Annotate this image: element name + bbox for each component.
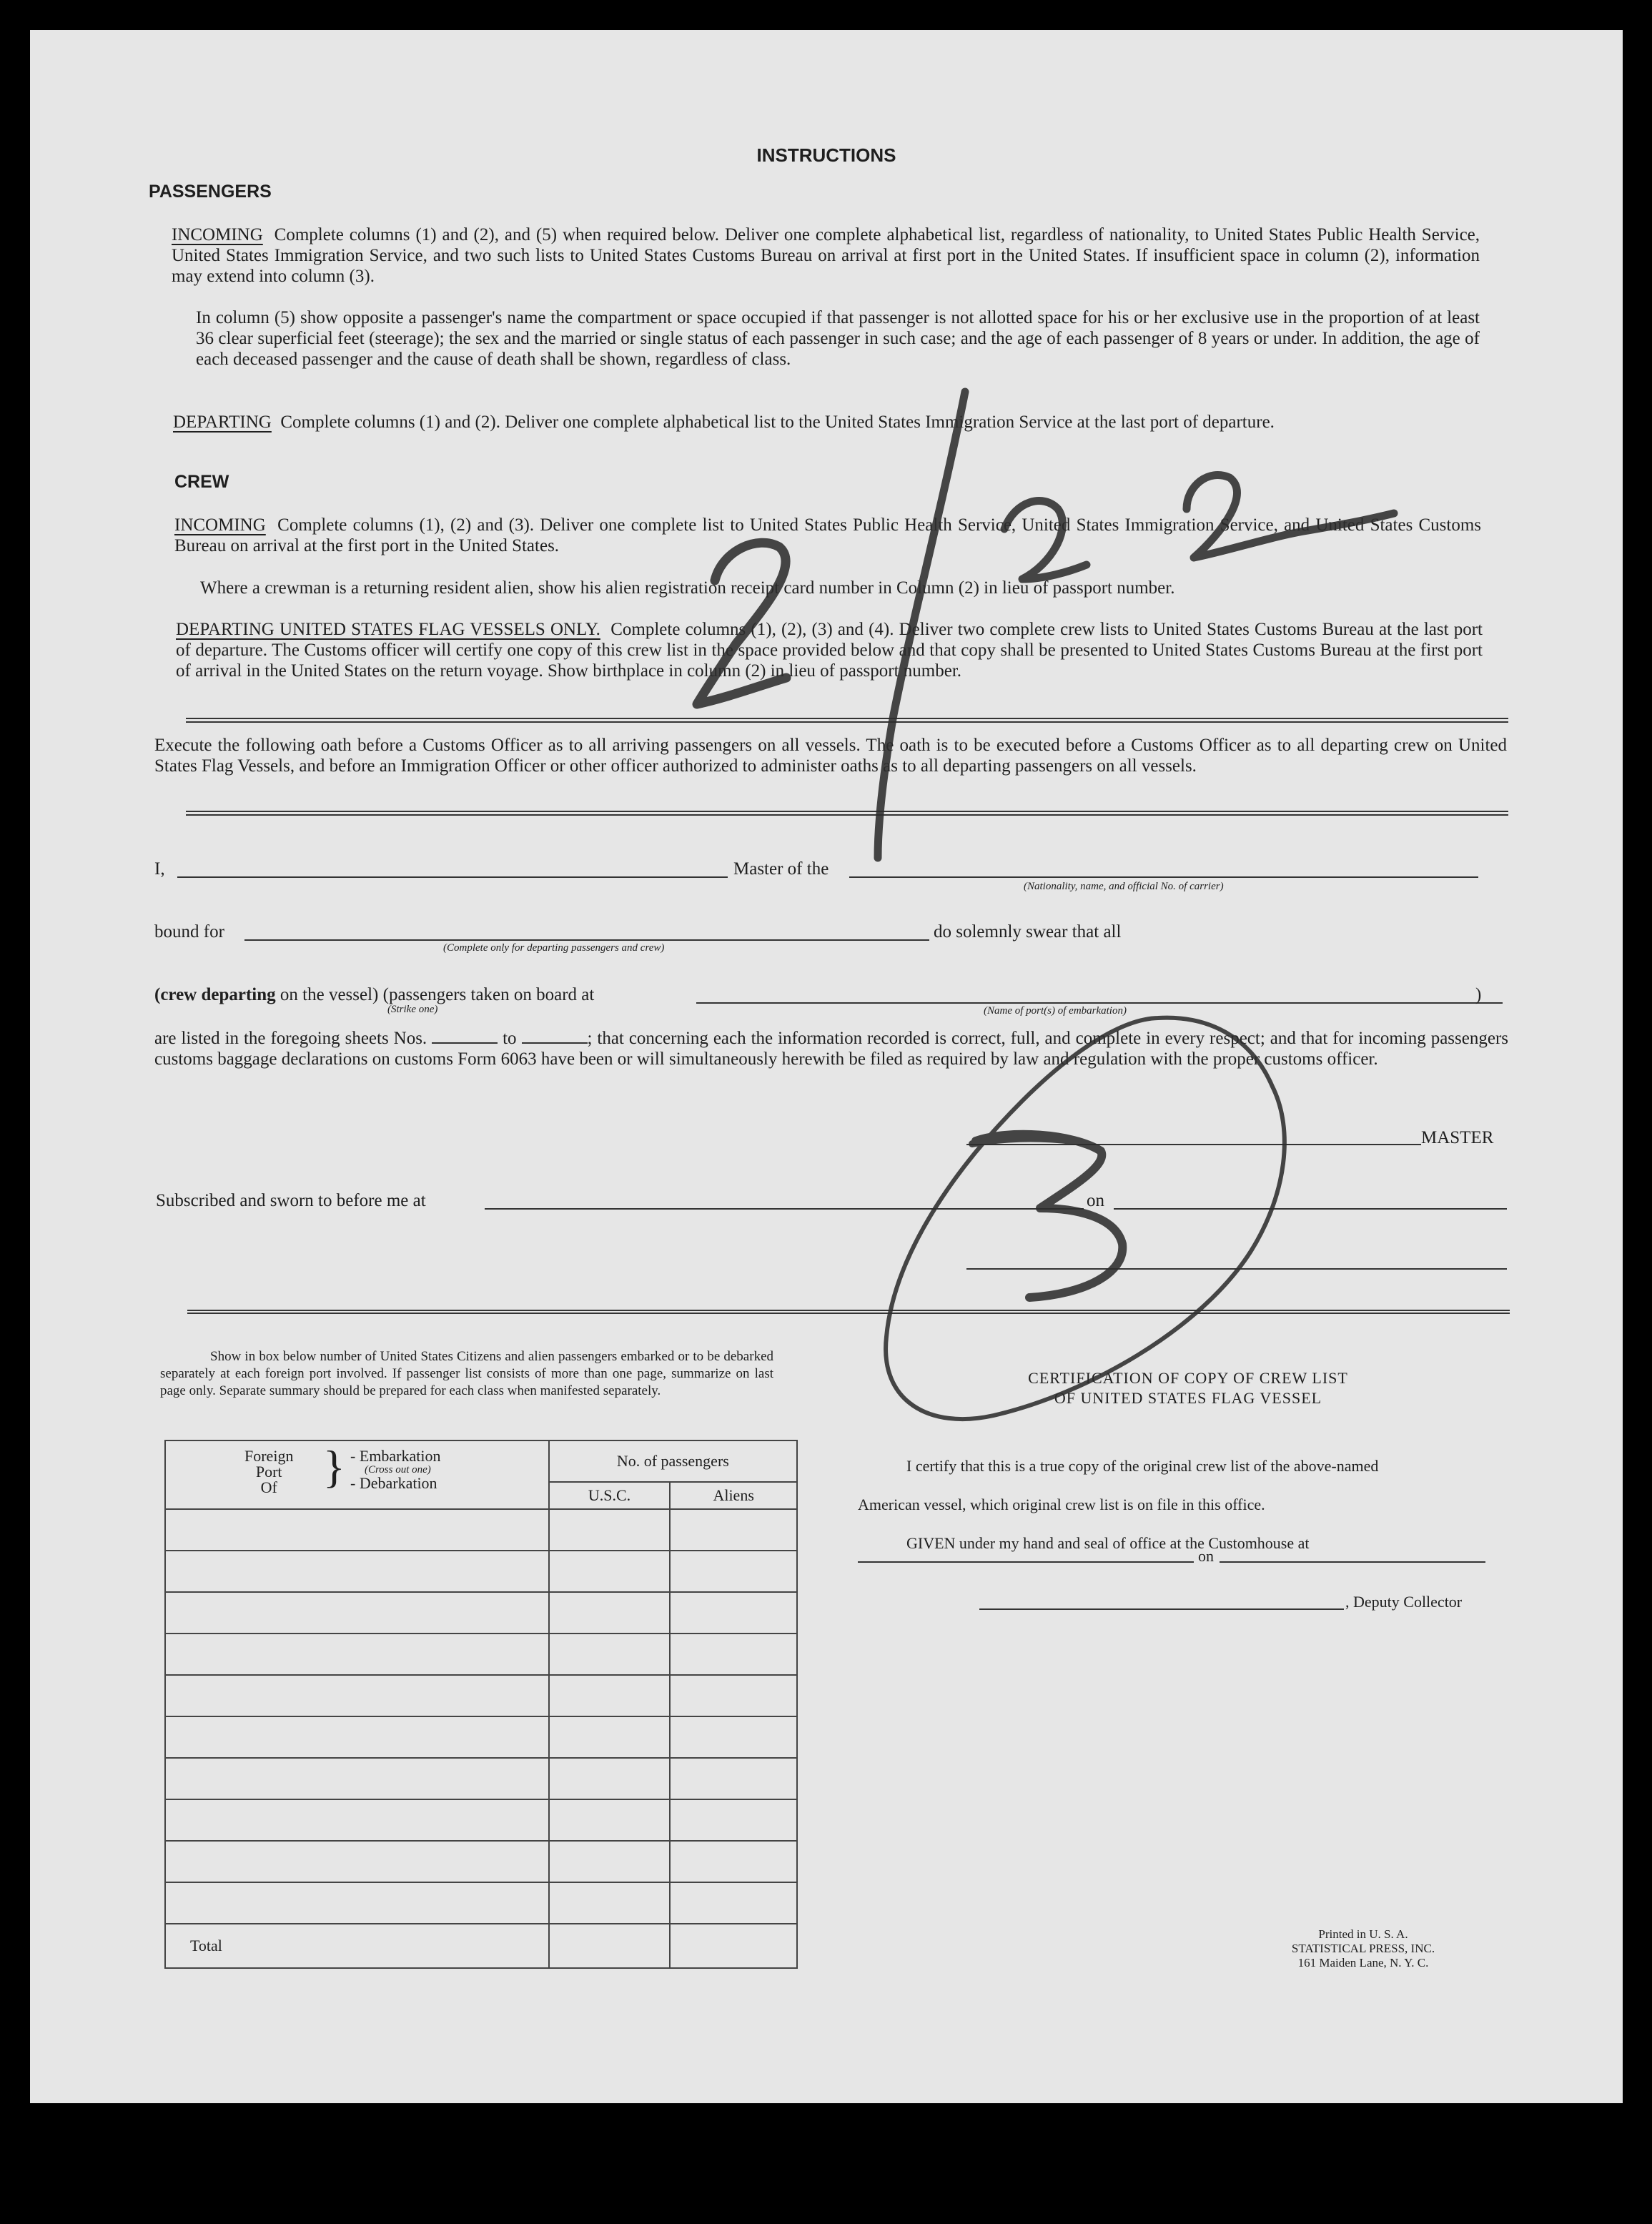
passengers-taken-text: (passengers taken on board at: [382, 985, 595, 1004]
printer-line3: 161 Maiden Lane, N. Y. C.: [1297, 1956, 1429, 1970]
subscribed-label: Subscribed and sworn to before me at: [156, 1191, 426, 1210]
port-label: Port: [255, 1463, 282, 1481]
crew-incoming-text: Complete columns (1), (2) and (3). Deliver one complete list to United States Public Health Service, United States Immigration Service, and United States Customs Bureau on arrival at the first port in the United States.: [174, 515, 1482, 555]
oath-intro: Execute the following oath before a Customs Officer as to all arriving passengers on all vessels. The oath is to be executed before a Customs Officer as to all departing crew on United States Flag Vessels, and before an Immigration Officer or other officer authorized to administer oaths as to all departing passengers on all vessels.: [154, 736, 1507, 776]
swear-text: do solemnly swear that all: [934, 922, 1122, 942]
on-vessel-text: on the vessel): [280, 985, 379, 1004]
passengers-heading: PASSENGERS: [149, 182, 272, 202]
passengers-incoming-text: Complete columns (1) and (2), and (5) when required below. Deliver one complete alphabetical list, regardless of nationality, to United States Public Health Service, United States Immigration Service, and two such lists to United States Customs Bureau on arrival at first port in the United States. If insufficient space in column (2), information may extend into column (3).: [172, 225, 1480, 286]
usc-header: U.S.C.: [549, 1482, 671, 1509]
crew-heading: CREW: [174, 472, 229, 492]
summary-note: Show in box below number of United States Citizens and alien passengers embarked or to be debarked separately at each foreign port involved. If passenger list consists of more than one page, summarize on last page only. Separate summary should be prepared for each class when manifested separately.: [160, 1349, 773, 1398]
sheets-text-b: ; that concerning each the information recorded is correct, full, and complete in every respect; and that for incoming passengers customs baggage declarations on customs Form 6063 have been or will simultaneously herewith be filed as required by law and regulation with the proper customs officer.: [154, 1029, 1508, 1069]
column5-paragraph: In column (5) show opposite a passenger's name the compartment or space occupied if that passenger is not allotted space for his or her exclusive use in the proportion of at least 36 clear superficial feet (steerage); the sex and the married or single status of each passenger in such case; and the age of each passenger of 8 years or under. In addition, the age of each deceased passenger and the cause of death shall be shown, regardless of class.: [196, 308, 1480, 369]
brace-glyph: }: [323, 1441, 345, 1492]
master-label: MASTER: [1421, 1128, 1494, 1147]
crew-incoming-label: INCOMING: [174, 515, 266, 535]
crew-departing-text: Complete columns (1), (2), (3) and (4). Deliver two complete crew lists to United States Customs Bureau at the last port of departure. The Customs officer will certify one copy of this crew list in the space provided below and that copy shall be presented to United States Customs Bureau at the first port of arrival in the United States on the return voyage. Show birthplace in column (2) in lieu of passport number.: [176, 620, 1483, 681]
page-title: INSTRUCTIONS: [756, 144, 896, 166]
of-label: Of: [260, 1478, 277, 1496]
close-paren: ): [1475, 985, 1482, 1004]
certify-line2: American vessel, which original crew list is on file in this office.: [858, 1496, 1265, 1513]
passengers-departing-text: Complete columns (1) and (2). Deliver one complete alphabetical list to the United States Immigration Service at the last port of departure.: [280, 412, 1275, 432]
aliens-header: Aliens: [670, 1482, 797, 1509]
strike-one-caption: (Strike one): [387, 1004, 438, 1015]
certification-title-line1: CERTIFICATION OF COPY OF CREW LIST: [1028, 1369, 1348, 1387]
certify-line1: I certify that this is a true copy of the original crew list of the above-named: [906, 1457, 1379, 1475]
debarkation-label: - Debarkation: [350, 1474, 437, 1492]
subscribed-on-label: on: [1087, 1191, 1104, 1210]
given-line: GIVEN under my hand and seal of office at the Customhouse at: [906, 1534, 1310, 1552]
crew-resident-paragraph: Where a crewman is a returning resident alien, show his alien registration receipt card number in Column (2) in lieu of passport number.: [200, 578, 1175, 598]
master-of-the-label: Master of the: [733, 859, 829, 879]
passengers-incoming-label: INCOMING: [172, 225, 263, 244]
sheets-to-label: to: [503, 1029, 517, 1048]
foreign-label: Foreign: [244, 1447, 294, 1465]
crew-departing-label: DEPARTING UNITED STATES FLAG VESSELS ONLY.: [176, 620, 600, 639]
num-passengers-header: No. of passengers: [549, 1440, 797, 1482]
carrier-caption: (Nationality, name, and official No. of carrier): [1024, 881, 1224, 892]
oath-i-label: I,: [154, 859, 165, 879]
embarkation-label: - Embarkation: [350, 1447, 441, 1465]
passengers-departing-label: DEPARTING: [173, 412, 272, 432]
certification-on-label: on: [1198, 1547, 1214, 1565]
handwritten-circled-number-3: [886, 1018, 1285, 1419]
ports-caption: (Name of port(s) of embarkation): [984, 1005, 1127, 1017]
printer-line2: STATISTICAL PRESS, INC.: [1291, 1942, 1435, 1955]
crew-departing-strong: (crew departing: [154, 985, 276, 1004]
sheets-text-a: are listed in the foregoing sheets Nos.: [154, 1029, 427, 1048]
bound-for-caption: (Complete only for departing passengers and crew): [443, 942, 665, 954]
handwritten-fraction-2-22: [697, 392, 1394, 858]
total-label: Total: [165, 1924, 549, 1968]
cross-out-caption: (Cross out one): [365, 1464, 431, 1476]
printer-line1: Printed in U. S. A.: [1318, 1927, 1408, 1941]
bound-for-label: bound for: [154, 922, 224, 942]
deputy-collector-label: , Deputy Collector: [1345, 1593, 1463, 1611]
certification-title-line2: OF UNITED STATES FLAG VESSEL: [1054, 1389, 1322, 1407]
